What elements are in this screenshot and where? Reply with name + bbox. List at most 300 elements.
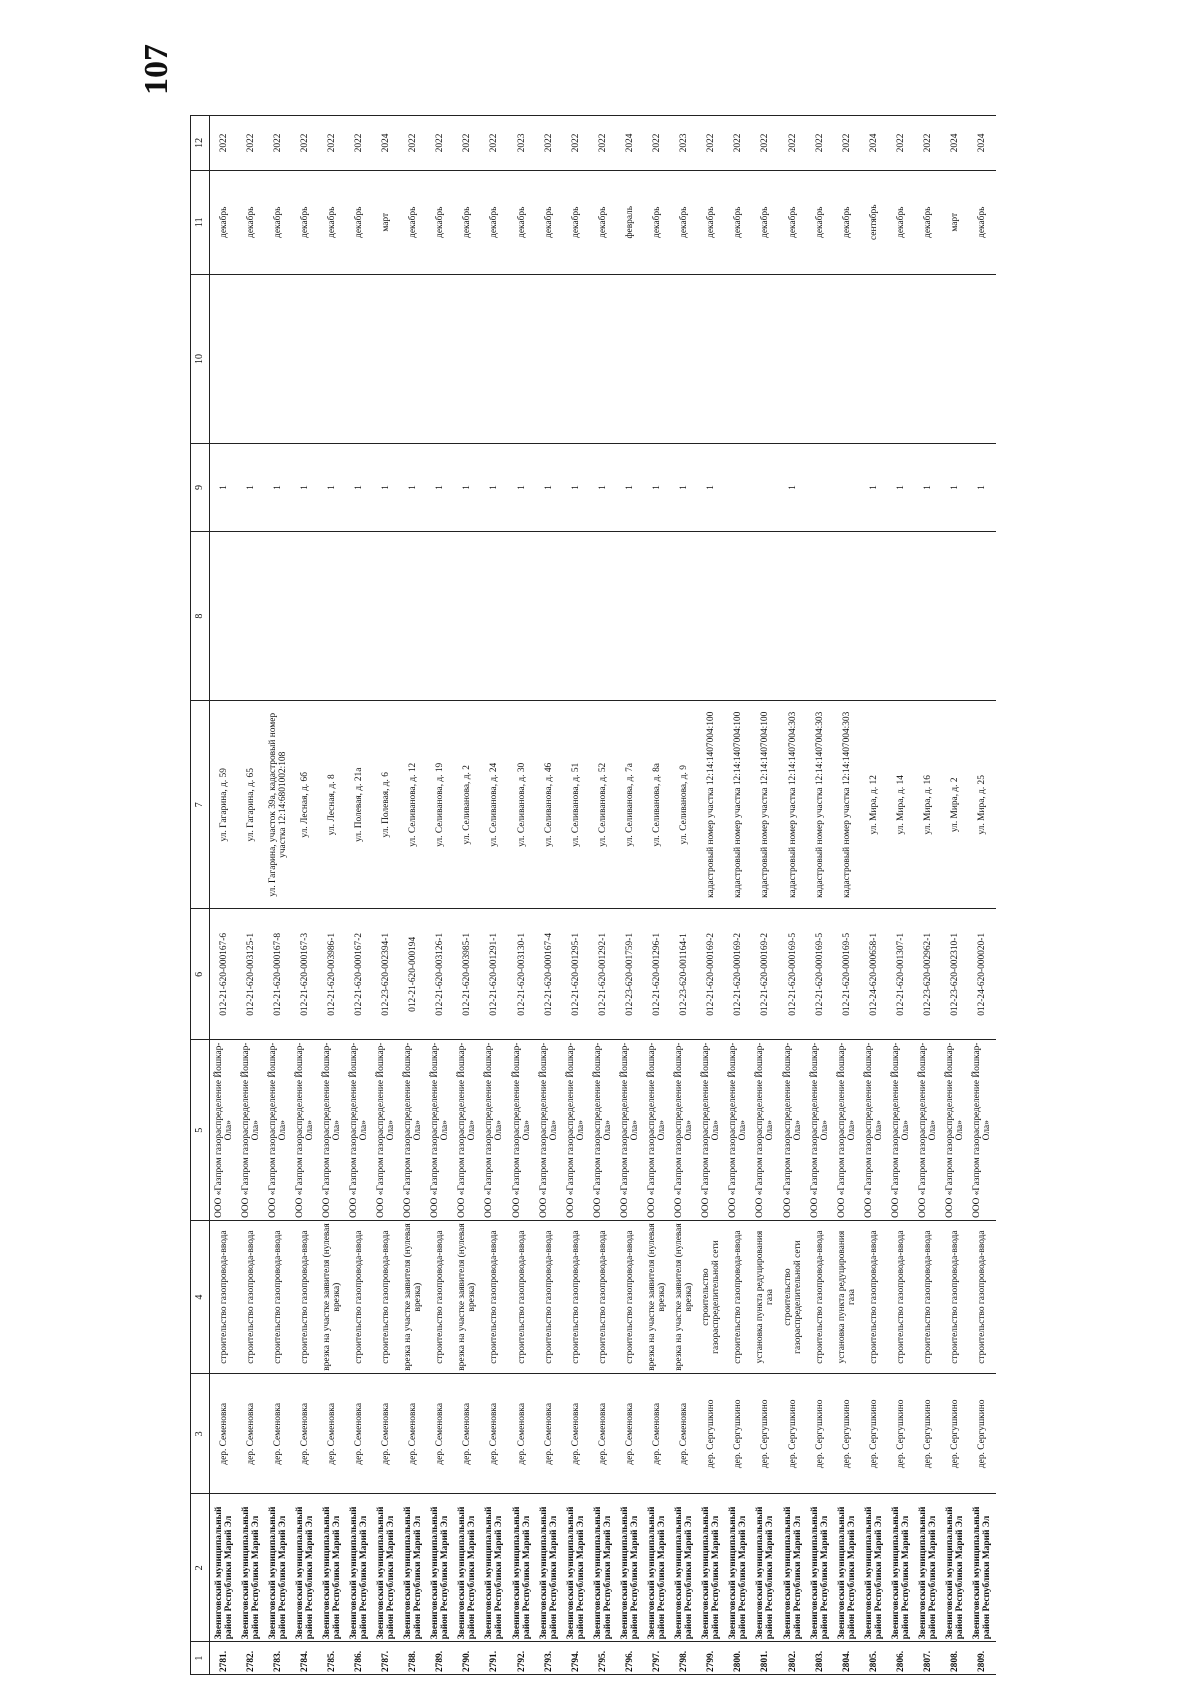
row-number: 2804. — [833, 1642, 860, 1675]
col8-cell — [318, 531, 345, 701]
settlement-cell: дер. Сергушкино — [942, 1374, 969, 1494]
year-cell: 2022 — [291, 116, 318, 171]
address-cell: ул. Селиванова, д. 2 — [454, 701, 481, 909]
row-number: 2781. — [210, 1642, 238, 1675]
row-number: 2789. — [427, 1642, 454, 1675]
district-cell: Звениговский муниципальный район Республики Марий Эл — [806, 1494, 833, 1642]
work-type-cell: строительство газопровода-ввода — [616, 1221, 643, 1374]
work-type-cell: строительство газопровода-ввода — [725, 1221, 752, 1374]
month-cell: декабрь — [508, 170, 535, 274]
month-cell: декабрь — [806, 170, 833, 274]
year-cell: 2022 — [779, 116, 806, 171]
work-type-cell: строительство газопровода-ввода — [237, 1221, 264, 1374]
district-cell: Звениговский муниципальный район Республики Марий Эл — [616, 1494, 643, 1642]
count-cell: 1 — [291, 444, 318, 532]
work-type-cell: строительство газопровода-ввода — [373, 1221, 400, 1374]
organization-cell: ООО «Газпром газораспределение Йошкар-Ола» — [481, 1040, 508, 1221]
table-row — [345, 116, 372, 1675]
address-cell: ул. Селиванова, д. 24 — [481, 701, 508, 909]
col8-cell — [779, 531, 806, 701]
year-cell: 2022 — [644, 116, 671, 171]
col10-cell — [698, 274, 725, 444]
code-cell: 012-21-620-000169-5 — [833, 909, 860, 1040]
col8-cell — [481, 531, 508, 701]
row-number: 2808. — [942, 1642, 969, 1675]
table-row — [373, 116, 400, 1675]
address-cell: ул. Селиванова, д. 30 — [508, 701, 535, 909]
table-row — [725, 116, 752, 1675]
row-number: 2801. — [752, 1642, 779, 1675]
col10-cell — [806, 274, 833, 444]
district-cell: Звениговский муниципальный район Республики Марий Эл — [752, 1494, 779, 1642]
organization-cell: ООО «Газпром газораспределение Йошкар-Ола» — [942, 1040, 969, 1221]
work-type-cell: строительство газопровода-ввода — [589, 1221, 616, 1374]
code-cell: 012-21-620-001291-1 — [481, 909, 508, 1040]
district-cell: Звениговский муниципальный район Республики Марий Эл — [779, 1494, 806, 1642]
address-cell: ул. Гагарина, участок 39а, кадастровый номер участка 12:14:6801002:108 — [264, 701, 291, 909]
row-number: 2784. — [291, 1642, 318, 1675]
table-row — [481, 116, 508, 1675]
address-cell: ул. Мира, д. 25 — [969, 701, 996, 909]
year-cell: 2022 — [589, 116, 616, 171]
row-number: 2785. — [318, 1642, 345, 1675]
code-cell: 012-21-620-000169-2 — [752, 909, 779, 1040]
month-cell: декабрь — [833, 170, 860, 274]
code-cell: 012-21-620-000169-5 — [779, 909, 806, 1040]
settlement-cell: дер. Семеновка — [454, 1374, 481, 1494]
work-type-cell: строительство газопровода-ввода — [427, 1221, 454, 1374]
district-cell: Звениговский муниципальный район Республики Марий Эл — [860, 1494, 887, 1642]
settlement-cell: дер. Сергушкино — [725, 1374, 752, 1494]
month-cell: декабрь — [725, 170, 752, 274]
organization-cell: ООО «Газпром газораспределение Йошкар-Ола» — [698, 1040, 725, 1221]
count-cell: 1 — [860, 444, 887, 532]
col8-cell — [969, 531, 996, 701]
organization-cell: ООО «Газпром газораспределение Йошкар-Ола» — [508, 1040, 535, 1221]
row-number: 2782. — [237, 1642, 264, 1675]
organization-cell: ООО «Газпром газораспределение Йошкар-Ола» — [237, 1040, 264, 1221]
year-cell: 2022 — [481, 116, 508, 171]
organization-cell: ООО «Газпром газораспределение Йошкар-Ола» — [210, 1040, 238, 1221]
col10-cell — [264, 274, 291, 444]
year-cell: 2023 — [671, 116, 698, 171]
month-cell: декабрь — [237, 170, 264, 274]
work-type-cell: врезка на участке заявителя (нулевая врезка) — [454, 1221, 481, 1374]
organization-cell: ООО «Газпром газораспределение Йошкар-Ола» — [887, 1040, 914, 1221]
district-cell: Звениговский муниципальный район Республики Марий Эл — [887, 1494, 914, 1642]
column-header-12: 12 — [191, 116, 210, 171]
settlement-cell: дер. Семеновка — [291, 1374, 318, 1494]
organization-cell: ООО «Газпром газораспределение Йошкар-Ола» — [644, 1040, 671, 1221]
col8-cell — [833, 531, 860, 701]
settlement-cell: дер. Сергушкино — [779, 1374, 806, 1494]
year-cell: 2022 — [400, 116, 427, 171]
address-cell: ул. Селиванова, д. 8а — [644, 701, 671, 909]
count-cell: 1 — [318, 444, 345, 532]
organization-cell: ООО «Газпром газораспределение Йошкар-Ола» — [264, 1040, 291, 1221]
organization-cell: ООО «Газпром газораспределение Йошкар-Ола» — [616, 1040, 643, 1221]
code-cell: 012-21-620-000167-8 — [264, 909, 291, 1040]
col10-cell — [779, 274, 806, 444]
column-header-5: 5 — [191, 1040, 210, 1221]
month-cell: декабрь — [427, 170, 454, 274]
col8-cell — [291, 531, 318, 701]
col10-cell — [454, 274, 481, 444]
settlement-cell: дер. Семеновка — [373, 1374, 400, 1494]
address-cell: кадастровый номер участка 12:14:1407004:100 — [752, 701, 779, 909]
col10-cell — [400, 274, 427, 444]
address-cell: ул. Селиванова, д. 46 — [535, 701, 562, 909]
col8-cell — [942, 531, 969, 701]
settlement-cell: дер. Семеновка — [562, 1374, 589, 1494]
year-cell: 2024 — [969, 116, 996, 171]
col10-cell — [644, 274, 671, 444]
column-header-6: 6 — [191, 909, 210, 1040]
col10-cell — [481, 274, 508, 444]
code-cell: 012-23-620-002394-1 — [373, 909, 400, 1040]
work-type-cell: строительство газопровода-ввода — [562, 1221, 589, 1374]
month-cell: декабрь — [914, 170, 941, 274]
row-number: 2793. — [535, 1642, 562, 1675]
col10-cell — [914, 274, 941, 444]
table-row — [291, 116, 318, 1675]
table-row — [969, 116, 996, 1675]
row-number: 2799. — [698, 1642, 725, 1675]
district-cell: Звениговский муниципальный район Республики Марий Эл — [914, 1494, 941, 1642]
address-cell: кадастровый номер участка 12:14:1407004:303 — [833, 701, 860, 909]
settlement-cell: дер. Семеновка — [671, 1374, 698, 1494]
address-cell: кадастровый номер участка 12:14:1407004:303 — [806, 701, 833, 909]
code-cell: 012-21-620-000167-4 — [535, 909, 562, 1040]
col8-cell — [644, 531, 671, 701]
code-cell: 012-24-620-000020-1 — [969, 909, 996, 1040]
month-cell: декабрь — [969, 170, 996, 274]
code-cell: 012-21-620-003126-1 — [427, 909, 454, 1040]
col8-cell — [210, 531, 238, 701]
col8-cell — [400, 531, 427, 701]
settlement-cell: дер. Семеновка — [481, 1374, 508, 1494]
year-cell: 2024 — [373, 116, 400, 171]
month-cell: декабрь — [291, 170, 318, 274]
count-cell: 1 — [454, 444, 481, 532]
year-cell: 2022 — [887, 116, 914, 171]
settlement-cell: дер. Семеновка — [508, 1374, 535, 1494]
col8-cell — [698, 531, 725, 701]
year-cell: 2022 — [264, 116, 291, 171]
work-type-cell: строительство газопровода-ввода — [508, 1221, 535, 1374]
code-cell: 012-21-620-003130-1 — [508, 909, 535, 1040]
settlement-cell: дер. Сергушкино — [969, 1374, 996, 1494]
code-cell: 012-23-620-001164-1 — [671, 909, 698, 1040]
month-cell: декабрь — [644, 170, 671, 274]
organization-cell: ООО «Газпром газораспределение Йошкар-Ола» — [535, 1040, 562, 1221]
district-cell: Звениговский муниципальный район Республики Марий Эл — [562, 1494, 589, 1642]
address-cell: ул. Селиванова, д. 19 — [427, 701, 454, 909]
address-cell: ул. Мира, д. 2 — [942, 701, 969, 909]
settlement-cell: дер. Семеновка — [535, 1374, 562, 1494]
table-row — [752, 116, 779, 1675]
row-number: 2802. — [779, 1642, 806, 1675]
count-cell: 1 — [345, 444, 372, 532]
count-cell: 1 — [264, 444, 291, 532]
settlement-cell: дер. Сергушкино — [698, 1374, 725, 1494]
row-number: 2790. — [454, 1642, 481, 1675]
row-number: 2800. — [725, 1642, 752, 1675]
year-cell: 2022 — [535, 116, 562, 171]
work-type-cell: строительство газопровода-ввода — [860, 1221, 887, 1374]
address-cell: кадастровый номер участка 12:14:1407004:100 — [698, 701, 725, 909]
row-number: 2792. — [508, 1642, 535, 1675]
work-type-cell: строительство газораспределительной сети — [698, 1221, 725, 1374]
row-number: 2795. — [589, 1642, 616, 1675]
row-number: 2805. — [860, 1642, 887, 1675]
month-cell: декабрь — [318, 170, 345, 274]
month-cell: декабрь — [454, 170, 481, 274]
district-cell: Звениговский муниципальный район Республики Марий Эл — [589, 1494, 616, 1642]
month-cell: март — [373, 170, 400, 274]
month-cell: сентябрь — [860, 170, 887, 274]
district-cell: Звениговский муниципальный район Республики Марий Эл — [373, 1494, 400, 1642]
col8-cell — [914, 531, 941, 701]
count-cell: 1 — [616, 444, 643, 532]
table-row — [833, 116, 860, 1675]
district-cell: Звениговский муниципальный район Республики Марий Эл — [264, 1494, 291, 1642]
settlement-cell: дер. Сергушкино — [860, 1374, 887, 1494]
col8-cell — [427, 531, 454, 701]
code-cell: 012-23-620-002962-1 — [914, 909, 941, 1040]
work-type-cell: строительство газопровода-ввода — [291, 1221, 318, 1374]
table-row — [914, 116, 941, 1675]
count-cell: 1 — [942, 444, 969, 532]
row-number: 2794. — [562, 1642, 589, 1675]
column-header-3: 3 — [191, 1374, 210, 1494]
settlement-cell: дер. Сергушкино — [833, 1374, 860, 1494]
table-row — [400, 116, 427, 1675]
code-cell: 012-23-620-002310-1 — [942, 909, 969, 1040]
count-cell: 1 — [400, 444, 427, 532]
table-row — [237, 116, 264, 1675]
header-row — [191, 116, 210, 1675]
district-cell: Звениговский муниципальный район Республики Марий Эл — [210, 1494, 238, 1642]
organization-cell: ООО «Газпром газораспределение Йошкар-Ола» — [427, 1040, 454, 1221]
work-type-cell: врезка на участке заявителя (нулевая врезка) — [644, 1221, 671, 1374]
col10-cell — [833, 274, 860, 444]
organization-cell: ООО «Газпром газораспределение Йошкар-Ола» — [752, 1040, 779, 1221]
count-cell — [752, 444, 779, 532]
code-cell: 012-21-620-000167-6 — [210, 909, 238, 1040]
year-cell: 2022 — [427, 116, 454, 171]
month-cell: декабрь — [210, 170, 238, 274]
address-cell: ул. Лесная, д. 6б — [291, 701, 318, 909]
count-cell: 1 — [481, 444, 508, 532]
year-cell: 2022 — [562, 116, 589, 171]
organization-cell: ООО «Газпром газораспределение Йошкар-Ола» — [914, 1040, 941, 1221]
organization-cell: ООО «Газпром газораспределение Йошкар-Ола» — [725, 1040, 752, 1221]
col10-cell — [752, 274, 779, 444]
col10-cell — [508, 274, 535, 444]
count-cell: 1 — [562, 444, 589, 532]
table-row — [616, 116, 643, 1675]
rotated-table-container — [190, 115, 993, 1675]
settlement-cell: дер. Семеновка — [264, 1374, 291, 1494]
address-cell: ул. Мира, д. 16 — [914, 701, 941, 909]
col10-cell — [969, 274, 996, 444]
work-type-cell: установка пункта редуцирования газа — [752, 1221, 779, 1374]
col8-cell — [671, 531, 698, 701]
organization-cell: ООО «Газпром газораспределение Йошкар-Ола» — [589, 1040, 616, 1221]
col8-cell — [752, 531, 779, 701]
settlement-cell: дер. Сергушкино — [914, 1374, 941, 1494]
code-cell: 012-21-620-001296-1 — [644, 909, 671, 1040]
organization-cell: ООО «Газпром газораспределение Йошкар-Ола» — [373, 1040, 400, 1221]
month-cell: декабрь — [589, 170, 616, 274]
address-cell: ул. Селиванова, д. 51 — [562, 701, 589, 909]
column-header-4: 4 — [191, 1221, 210, 1374]
work-type-cell: строительство газопровода-ввода — [481, 1221, 508, 1374]
col8-cell — [264, 531, 291, 701]
address-cell: ул. Селиванова, д. 52 — [589, 701, 616, 909]
work-type-cell: врезка на участке заявителя (нулевая врезка) — [318, 1221, 345, 1374]
row-number: 2786. — [345, 1642, 372, 1675]
district-cell: Звениговский муниципальный район Республики Марий Эл — [400, 1494, 427, 1642]
row-number: 2806. — [887, 1642, 914, 1675]
table-body — [210, 116, 996, 1675]
column-header-8: 8 — [191, 531, 210, 701]
month-cell: март — [942, 170, 969, 274]
work-type-cell: строительство газопровода-ввода — [264, 1221, 291, 1374]
organization-cell: ООО «Газпром газораспределение Йошкар-Ола» — [291, 1040, 318, 1221]
month-cell: декабрь — [752, 170, 779, 274]
year-cell: 2022 — [454, 116, 481, 171]
table-row — [264, 116, 291, 1675]
table-row — [698, 116, 725, 1675]
work-type-cell: строительство газопровода-ввода — [969, 1221, 996, 1374]
district-cell: Звениговский муниципальный район Республики Марий Эл — [345, 1494, 372, 1642]
month-cell: декабрь — [264, 170, 291, 274]
address-cell: ул. Селиванова, д. 12 — [400, 701, 427, 909]
page-number: 107 — [138, 44, 175, 95]
column-header-1: 1 — [191, 1642, 210, 1675]
count-cell: 1 — [779, 444, 806, 532]
count-cell — [806, 444, 833, 532]
district-cell: Звениговский муниципальный район Республики Марий Эл — [318, 1494, 345, 1642]
row-number: 2791. — [481, 1642, 508, 1675]
table-row — [860, 116, 887, 1675]
table-row — [779, 116, 806, 1675]
col10-cell — [671, 274, 698, 444]
organization-cell: ООО «Газпром газораспределение Йошкар-Ола» — [454, 1040, 481, 1221]
col8-cell — [887, 531, 914, 701]
row-number: 2809. — [969, 1642, 996, 1675]
settlement-cell: дер. Семеновка — [400, 1374, 427, 1494]
col8-cell — [454, 531, 481, 701]
year-cell: 2022 — [318, 116, 345, 171]
district-cell: Звениговский муниципальный район Республики Марий Эл — [508, 1494, 535, 1642]
table-row — [589, 116, 616, 1675]
col8-cell — [616, 531, 643, 701]
code-cell: 012-21-620-003986-1 — [318, 909, 345, 1040]
district-cell: Звениговский муниципальный район Республики Марий Эл — [698, 1494, 725, 1642]
settlement-cell: дер. Семеновка — [589, 1374, 616, 1494]
col8-cell — [860, 531, 887, 701]
organization-cell: ООО «Газпром газораспределение Йошкар-Ола» — [833, 1040, 860, 1221]
count-cell: 1 — [671, 444, 698, 532]
month-cell: декабрь — [779, 170, 806, 274]
organization-cell: ООО «Газпром газораспределение Йошкар-Ола» — [969, 1040, 996, 1221]
col8-cell — [562, 531, 589, 701]
code-cell: 012-21-620-001292-1 — [589, 909, 616, 1040]
district-cell: Звениговский муниципальный район Республики Марий Эл — [454, 1494, 481, 1642]
code-cell: 012-23-620-001759-1 — [616, 909, 643, 1040]
table-row — [535, 116, 562, 1675]
organization-cell: ООО «Газпром газораспределение Йошкар-Ола» — [806, 1040, 833, 1221]
code-cell: 012-21-620-000169-2 — [725, 909, 752, 1040]
count-cell: 1 — [508, 444, 535, 532]
settlement-cell: дер. Семеновка — [237, 1374, 264, 1494]
count-cell: 1 — [698, 444, 725, 532]
month-cell: декабрь — [481, 170, 508, 274]
settlement-cell: дер. Семеновка — [318, 1374, 345, 1494]
district-cell: Звениговский муниципальный район Республики Марий Эл — [969, 1494, 996, 1642]
col8-cell — [373, 531, 400, 701]
work-type-cell: строительство газопровода-ввода — [942, 1221, 969, 1374]
col10-cell — [725, 274, 752, 444]
year-cell: 2022 — [237, 116, 264, 171]
address-cell: кадастровый номер участка 12:14:1407004:100 — [725, 701, 752, 909]
row-number: 2783. — [264, 1642, 291, 1675]
count-cell: 1 — [535, 444, 562, 532]
settlement-cell: дер. Семеновка — [644, 1374, 671, 1494]
month-cell: декабрь — [562, 170, 589, 274]
address-cell: ул. Гагарина, д. 65 — [237, 701, 264, 909]
address-cell: ул. Селиванова, д. 9 — [671, 701, 698, 909]
count-cell: 1 — [210, 444, 238, 532]
table-row — [508, 116, 535, 1675]
count-cell: 1 — [887, 444, 914, 532]
work-type-cell: врезка на участке заявителя (нулевая врезка) — [400, 1221, 427, 1374]
year-cell: 2024 — [616, 116, 643, 171]
year-cell: 2022 — [833, 116, 860, 171]
district-cell: Звениговский муниципальный район Республики Марий Эл — [535, 1494, 562, 1642]
count-cell: 1 — [237, 444, 264, 532]
work-type-cell: строительство газопровода-ввода — [806, 1221, 833, 1374]
organization-cell: ООО «Газпром газораспределение Йошкар-Ола» — [345, 1040, 372, 1221]
gas-connection-table — [190, 115, 996, 1675]
work-type-cell: установка пункта редуцирования газа — [833, 1221, 860, 1374]
district-cell: Звениговский муниципальный район Республики Марий Эл — [644, 1494, 671, 1642]
row-number: 2803. — [806, 1642, 833, 1675]
district-cell: Звениговский муниципальный район Республики Марий Эл — [942, 1494, 969, 1642]
address-cell: ул. Мира, д. 12 — [860, 701, 887, 909]
address-cell: ул. Полевая, д. 6 — [373, 701, 400, 909]
code-cell: 012-21-620-000167-2 — [345, 909, 372, 1040]
organization-cell: ООО «Газпром газораспределение Йошкар-Ола» — [860, 1040, 887, 1221]
col10-cell — [589, 274, 616, 444]
table-row — [942, 116, 969, 1675]
settlement-cell: дер. Сергушкино — [806, 1374, 833, 1494]
code-cell: 012-24-620-000658-1 — [860, 909, 887, 1040]
col10-cell — [427, 274, 454, 444]
year-cell: 2022 — [914, 116, 941, 171]
count-cell: 1 — [969, 444, 996, 532]
district-cell: Звениговский муниципальный район Республики Марий Эл — [427, 1494, 454, 1642]
table-row — [671, 116, 698, 1675]
count-cell — [833, 444, 860, 532]
month-cell: декабрь — [671, 170, 698, 274]
work-type-cell: врезка на участке заявителя (нулевая врезка) — [671, 1221, 698, 1374]
column-header-9: 9 — [191, 444, 210, 532]
code-cell: 012-21-620-001307-1 — [887, 909, 914, 1040]
